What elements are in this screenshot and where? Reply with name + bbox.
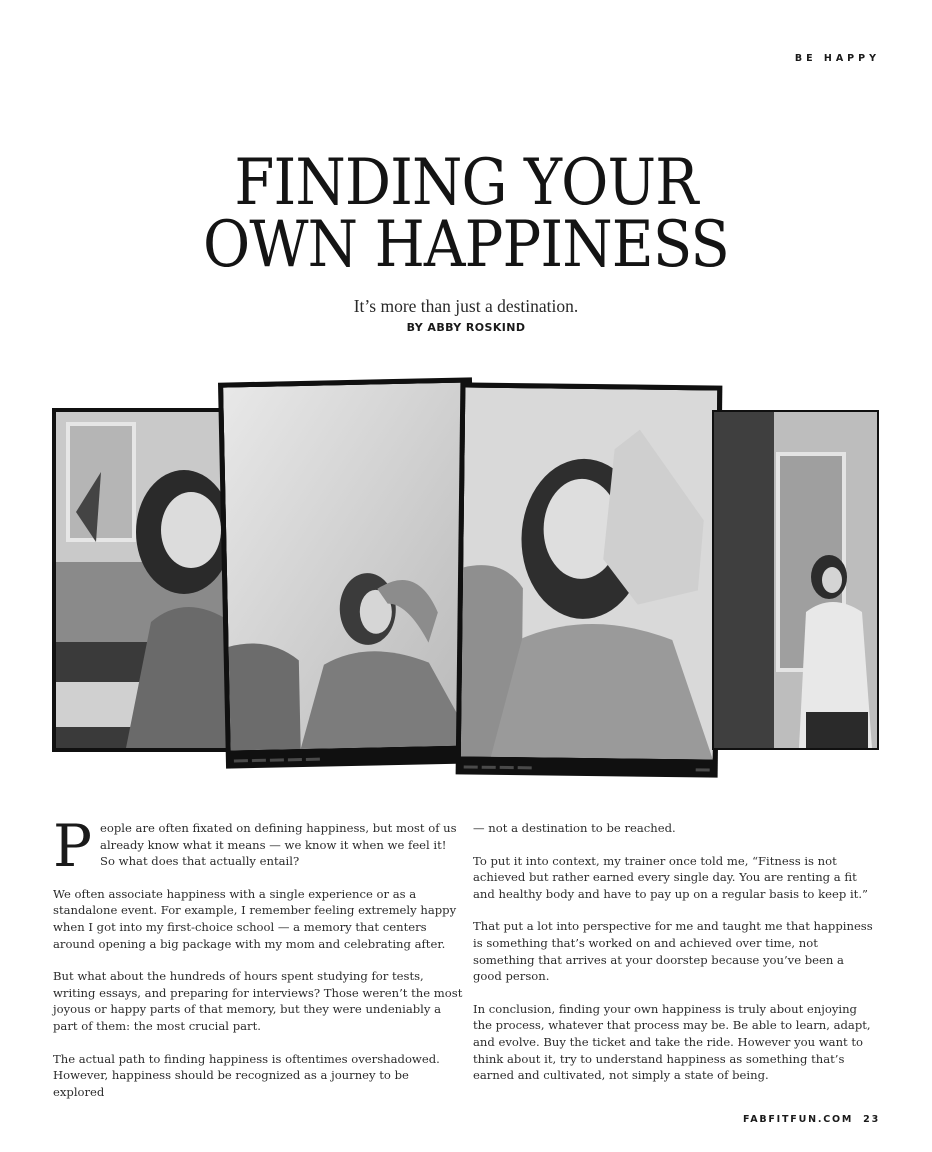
body-paragraph: But what about the hundreds of hours spent studying for tests, writing essays, and preparing for interviews? Those weren’t the most joyous or happy parts of that memory, but they were undeniably a part of them: the most crucial part. <box>53 969 463 1033</box>
body-paragraph: — not a destination to be reached. <box>473 821 676 835</box>
drop-cap: P <box>53 812 93 880</box>
body-paragraph <box>53 812 463 880</box>
body-paragraph: That put a lot into perspective for me and taught me that happiness is something that’s worked on and achieved over time, not something that arrives at your doorstep because you’ve been a good person. <box>473 919 873 984</box>
dek-subtitle: It’s more than just a destination. <box>353 296 579 316</box>
section-label: BE HAPPY <box>794 53 880 64</box>
folio <box>743 1114 880 1125</box>
photo-hand-shading-eyes <box>218 377 480 768</box>
body-paragraph: We often associate happiness with a single experience or as a standalone event. For example, I remember feeling extremely happy when I got into my first-choice school — a memory that centers around opening a big package with my mom and celebrating after. <box>53 886 457 951</box>
body-paragraph: The actual path to finding happiness is oftentimes overshadowed. However, happiness should be recognized as a journey to be explored <box>53 1051 440 1099</box>
byline: BY ABBY ROSKIND <box>406 321 526 334</box>
body-paragraph: To put it into context, my trainer once told me, “Fitness is not achieved but rather earned every single day. You are renting a fit and healthy body and have to pay up on a regular basis to keep it.” <box>473 853 868 901</box>
article-column-left <box>53 812 463 1116</box>
film-strip-markings <box>464 762 710 773</box>
headline <box>47 146 886 282</box>
photo-hand-toward-camera <box>456 382 723 777</box>
body-text: eople are often fixated on defining happiness, but most of us already know what it means — we know it when we feel it! So what does that actually entail? <box>100 821 457 869</box>
photo-doorway-with-ivy <box>712 410 879 750</box>
article-column-right <box>473 820 873 1100</box>
headline-line-1: FINDING YOUR <box>234 146 698 220</box>
page-number: 23 <box>863 1114 880 1125</box>
body-paragraph: In conclusion, finding your own happiness is truly about enjoying the process, whatever that process may be. Be able to learn, adapt, and evolve. Buy the ticket and take the ride. However you want to think about it, try to understand happiness as something that’s earned and cultivated, not simply a state of being. <box>473 1001 871 1083</box>
headline-line-2: OWN HAPPINESS <box>203 208 729 282</box>
film-strip-markings <box>234 751 472 764</box>
folio-site: FABFITFUN.COM <box>743 1114 854 1125</box>
